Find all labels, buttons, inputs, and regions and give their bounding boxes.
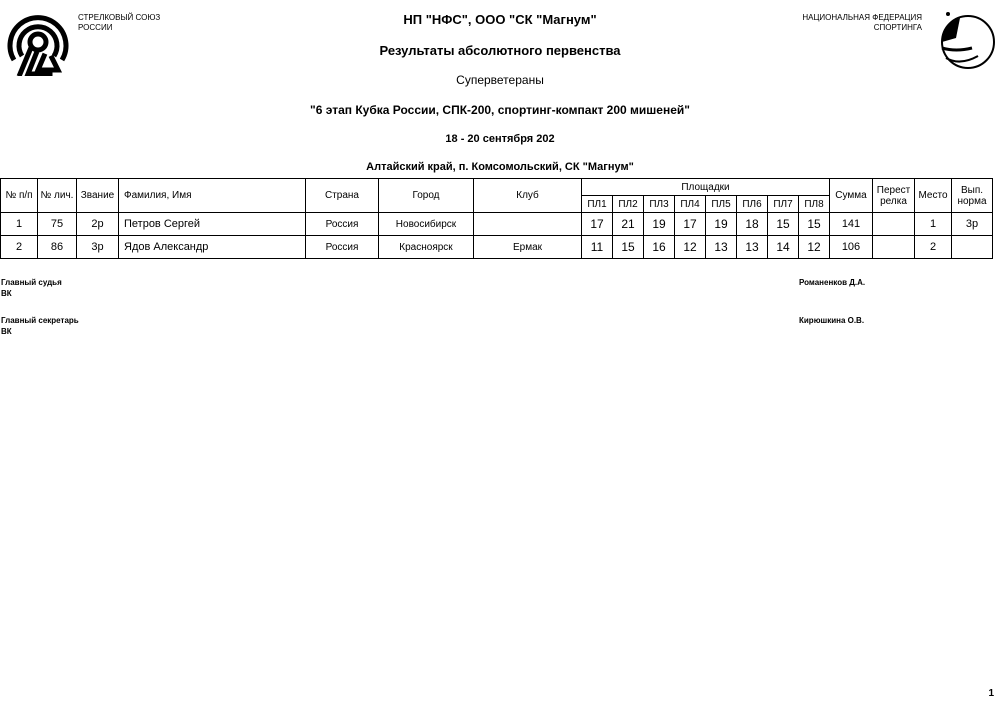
header-lic: № лич. — [38, 179, 77, 213]
right-org-name: НАЦИОНАЛЬНАЯ ФЕДЕРАЦИЯ СПОРТИНГА — [802, 13, 922, 32]
header-city: Город — [379, 179, 474, 213]
cell-score: 13 — [706, 236, 737, 259]
category-title: Суперветераны — [456, 73, 544, 87]
cell-score: 21 — [613, 213, 644, 236]
cell-score: 15 — [799, 213, 830, 236]
cell-country: Россия — [306, 236, 379, 259]
cell-score: 14 — [768, 236, 799, 259]
header-name: Фамилия, Имя — [119, 179, 306, 213]
event-dates: 18 - 20 сентября 202 — [445, 133, 555, 145]
cell-score: 12 — [675, 236, 706, 259]
left-org-name: СТРЕЛКОВЫЙ СОЮЗ РОССИИ — [78, 13, 161, 32]
cell-shootoff — [873, 236, 915, 259]
cell-score: 17 — [582, 213, 613, 236]
cell-city: Новосибирск — [379, 213, 474, 236]
header-ground-5: ПЛ5 — [706, 196, 737, 213]
judge-title: Главный судья — [1, 278, 62, 287]
judge-name: Романенков Д.А. — [799, 278, 866, 287]
cell-score: 19 — [644, 213, 675, 236]
secretary-category: ВК — [1, 327, 12, 336]
cell-norm — [952, 236, 993, 259]
header-ground-1: ПЛ1 — [582, 196, 613, 213]
cell-shootoff — [873, 213, 915, 236]
cell-country: Россия — [306, 213, 379, 236]
header-grounds: Площадки — [582, 179, 830, 196]
header-country: Страна — [306, 179, 379, 213]
cell-club: Ермак — [474, 236, 582, 259]
cell-lic: 75 — [38, 213, 77, 236]
header-ground-7: ПЛ7 — [768, 196, 799, 213]
cell-num: 1 — [1, 213, 38, 236]
cell-city: Красноярск — [379, 236, 474, 259]
cell-sum: 141 — [830, 213, 873, 236]
secretary-block — [1, 315, 79, 337]
cell-place: 1 — [915, 213, 952, 236]
header-ground-3: ПЛ3 — [644, 196, 675, 213]
header-ground-2: ПЛ2 — [613, 196, 644, 213]
header-club: Клуб — [474, 179, 582, 213]
cell-num: 2 — [1, 236, 38, 259]
table-row — [1, 236, 993, 259]
cell-score: 17 — [675, 213, 706, 236]
table-row — [1, 213, 993, 236]
header-rank: Звание — [77, 179, 119, 213]
header-sum: Сумма — [830, 179, 873, 213]
cell-score: 15 — [613, 236, 644, 259]
cell-lic: 86 — [38, 236, 77, 259]
cell-rank: 3р — [77, 236, 119, 259]
header-ground-4: ПЛ4 — [675, 196, 706, 213]
cell-rank: 2р — [77, 213, 119, 236]
results-table — [0, 178, 993, 259]
cell-score: 13 — [737, 236, 768, 259]
event-title: "6 этап Кубка России, СПК-200, спортинг-компакт 200 мишеней" — [310, 103, 690, 117]
secretary-name: Кирюшкина О.В. — [799, 316, 865, 325]
judge-category: ВК — [1, 289, 12, 298]
header-ground-8: ПЛ8 — [799, 196, 830, 213]
cell-score: 19 — [706, 213, 737, 236]
judge-block — [1, 277, 62, 299]
header-norm: Вып. норма — [952, 179, 993, 213]
cell-score: 16 — [644, 236, 675, 259]
cell-place: 2 — [915, 236, 952, 259]
cell-score: 12 — [799, 236, 830, 259]
cell-club — [474, 213, 582, 236]
cell-sum: 106 — [830, 236, 873, 259]
header-shootoff: Перест релка — [873, 179, 915, 213]
header-num: № п/п — [1, 179, 38, 213]
page-number: 1 — [988, 688, 994, 699]
cell-name: Ядов Александр — [119, 236, 306, 259]
results-title: Результаты абсолютного первенства — [379, 43, 621, 58]
cell-score: 18 — [737, 213, 768, 236]
cell-norm: 3р — [952, 213, 993, 236]
cell-score: 11 — [582, 236, 613, 259]
organizer-title: НП "НФС", ООО "СК "Магнум" — [403, 12, 597, 27]
cell-name: Петров Сергей — [119, 213, 306, 236]
cell-score: 15 — [768, 213, 799, 236]
header-place: Место — [915, 179, 952, 213]
header-ground-6: ПЛ6 — [737, 196, 768, 213]
secretary-title: Главный секретарь — [1, 316, 79, 325]
event-location: Алтайский край, п. Комсомольский, СК "Магнум" — [366, 161, 634, 173]
